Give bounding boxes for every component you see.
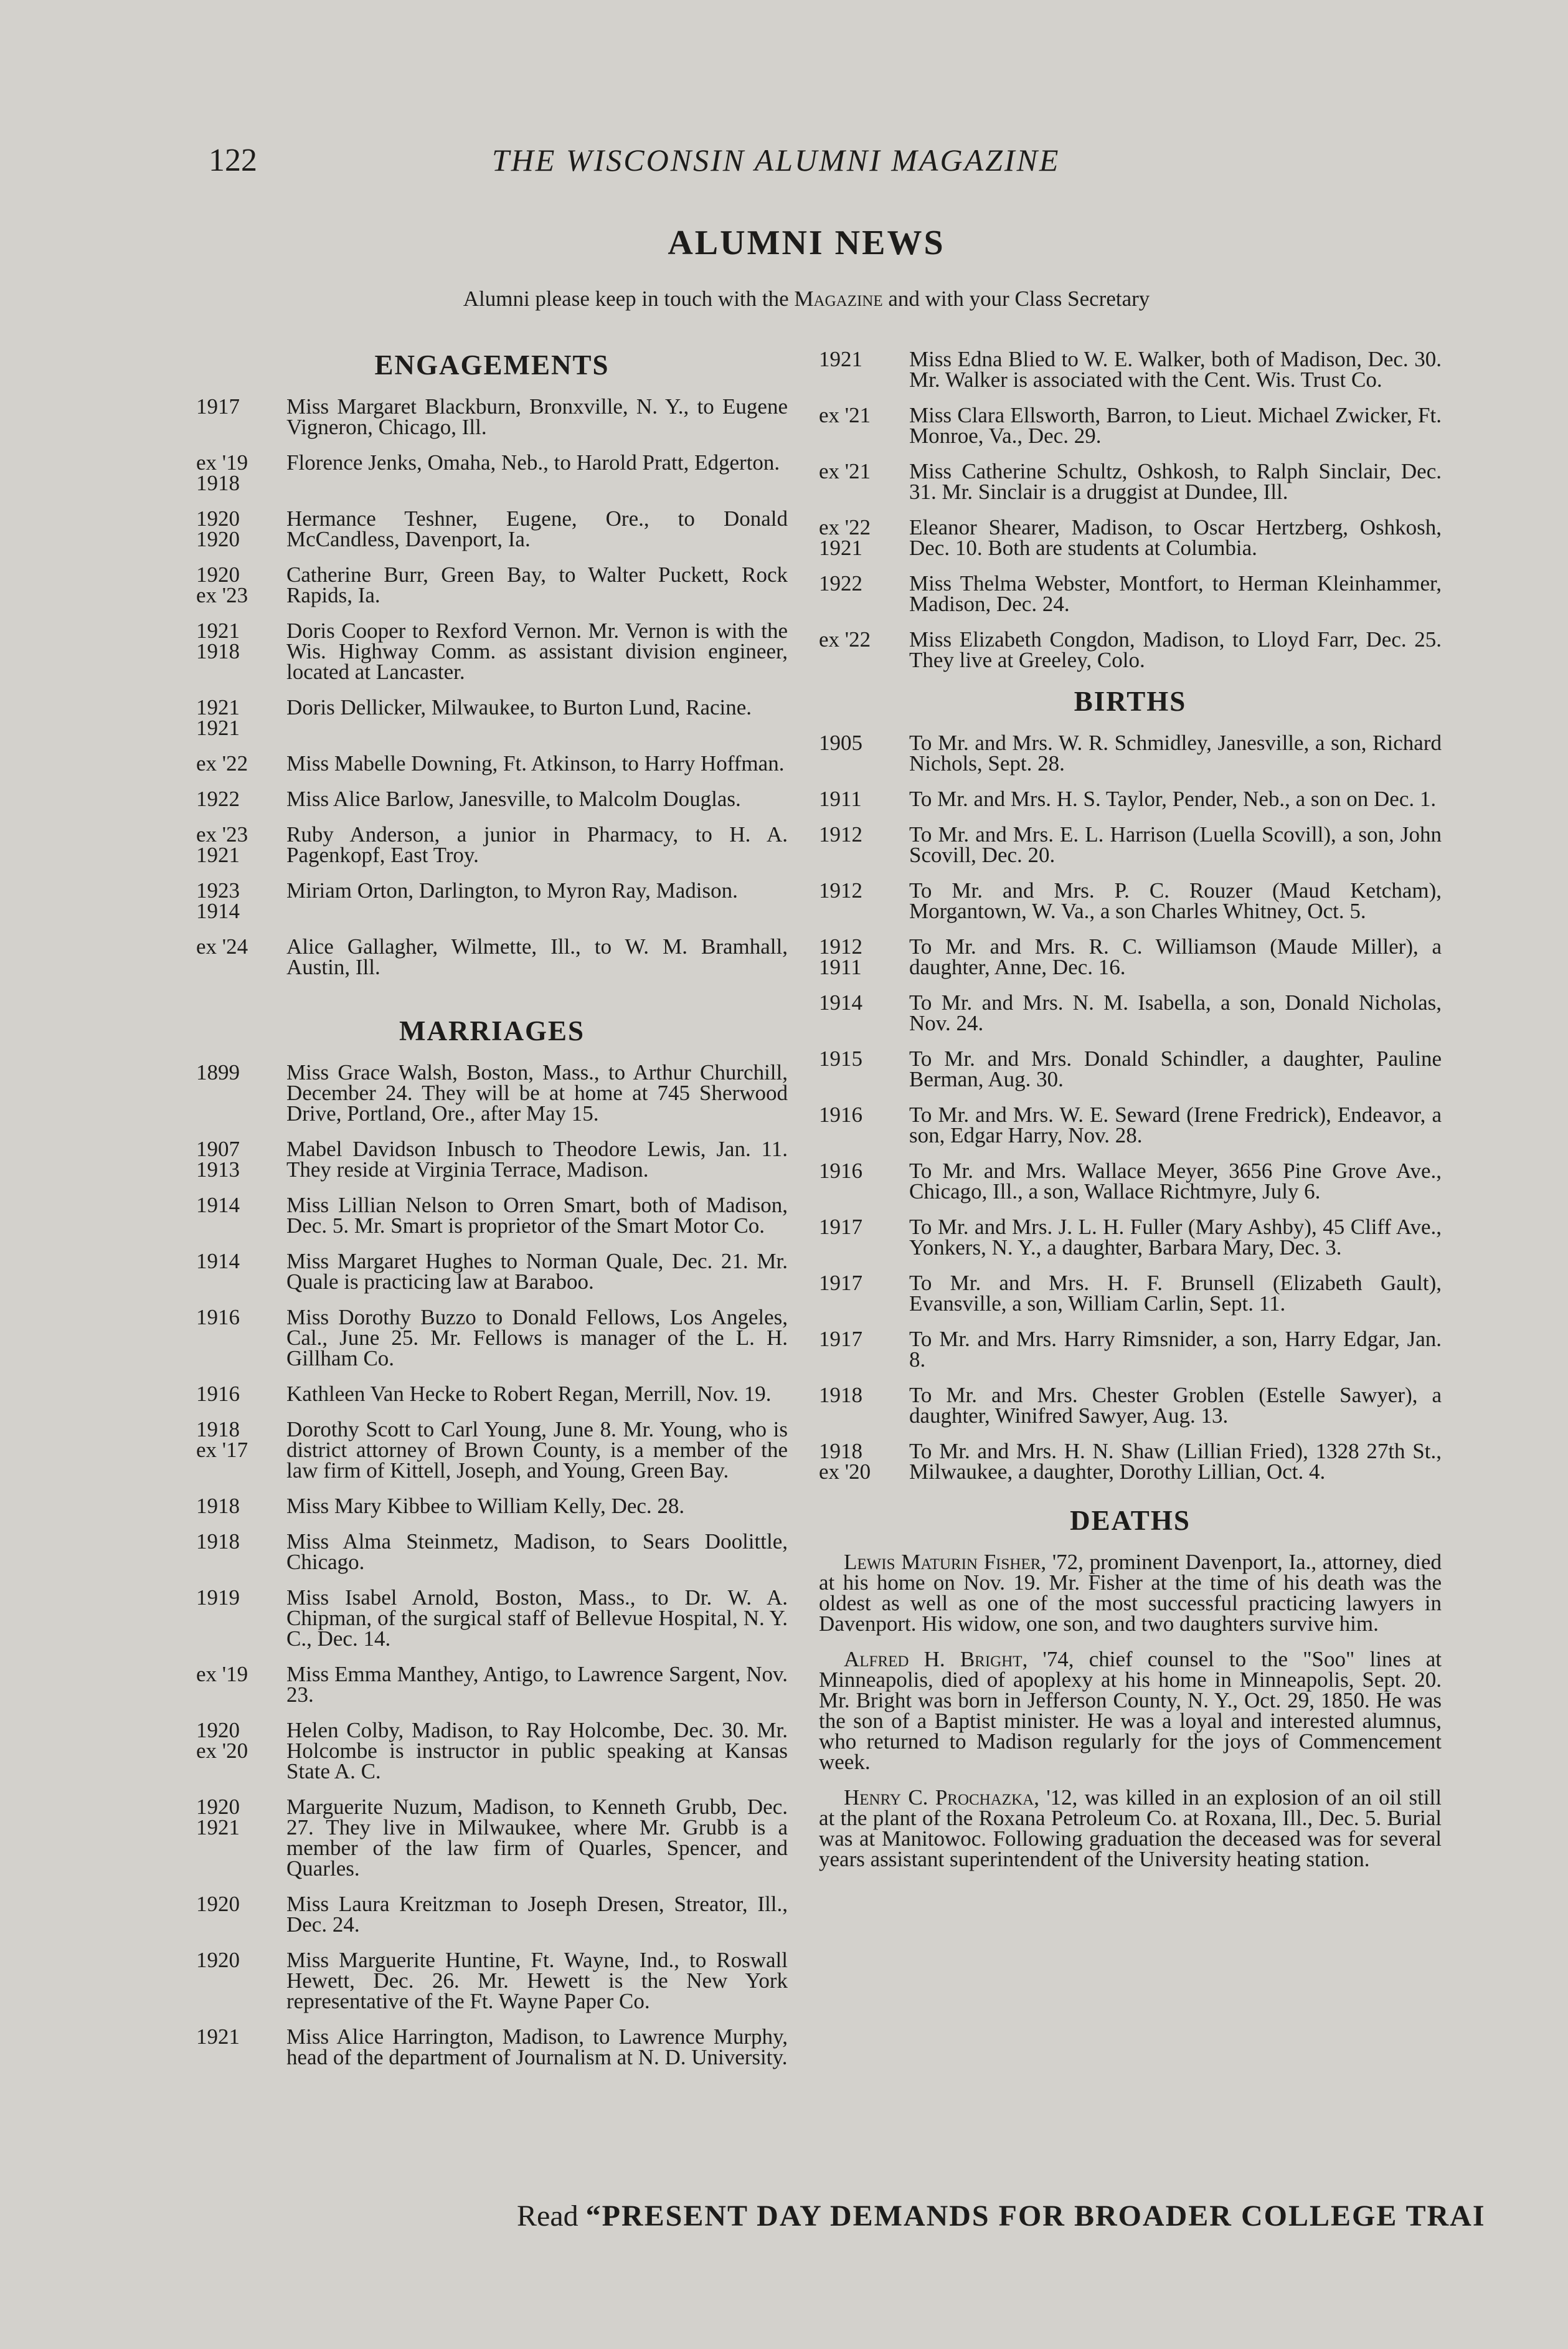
class-year bbox=[196, 1383, 286, 1404]
year-label: 1905 bbox=[819, 731, 862, 755]
year-label: 1918 bbox=[196, 1529, 240, 1554]
subtitle bbox=[0, 287, 1568, 311]
engagements-heading: ENGAGEMENTS bbox=[374, 349, 610, 381]
class-year bbox=[819, 1048, 909, 1089]
year-label: 1899 bbox=[196, 1060, 240, 1084]
entry-text: To Mr. and Mrs. E. L. Harrison (Luella Scovill), a son, John Scovill, Dec. 20. bbox=[909, 822, 1442, 867]
entry-text: Florence Jenks, Omaha, Neb., to Harold Pratt, Edgerton. bbox=[286, 450, 780, 475]
left-column bbox=[196, 349, 788, 2082]
list-item bbox=[196, 1419, 788, 1481]
list-item bbox=[196, 1496, 788, 1516]
list-item bbox=[819, 629, 1442, 670]
subtitle-magazine: Magazine bbox=[794, 287, 883, 311]
year-label: 1917 bbox=[196, 394, 240, 419]
class-year bbox=[819, 1385, 909, 1426]
list-item bbox=[819, 1273, 1442, 1314]
engagements-list bbox=[196, 396, 788, 977]
class-year bbox=[819, 936, 909, 977]
entry-text: To Mr. and Mrs. H. F. Brunsell (Elizabeth Gault), Evansville, a son, William Carlin, Sept. 11. bbox=[909, 1271, 1442, 1316]
list-item bbox=[196, 1307, 788, 1369]
entry-text: Miss Thelma Webster, Montfort, to Herman Kleinhammer, Madison, Dec. 24. bbox=[909, 571, 1442, 616]
year-label: ex '22 bbox=[819, 627, 871, 652]
entry-text: Miss Emma Manthey, Antigo, to Lawrence Sargent, Nov. 23. bbox=[286, 1662, 788, 1707]
entry-text: To Mr. and Mrs. Harry Rimsnider, a son, Harry Edgar, Jan. 8. bbox=[909, 1327, 1442, 1372]
class-year bbox=[819, 1273, 909, 1314]
deaths-heading: DEATHS bbox=[1070, 1505, 1191, 1536]
year-label: 1921 bbox=[196, 2024, 240, 2049]
entry-text: Doris Cooper to Rexford Vernon. Mr. Vernon is with the Wis. Highway Comm. as assistant division engineer, located at Lancaster. bbox=[286, 619, 788, 684]
entry-text: Miss Lillian Nelson to Orren Smart, both of Madison, Dec. 5. Mr. Smart is proprietor of the Smart Motor Co. bbox=[286, 1193, 788, 1238]
list-item bbox=[819, 517, 1442, 558]
entry-text: Miss Elizabeth Congdon, Madison, to Lloyd Farr, Dec. 25. They live at Greeley, Colo. bbox=[909, 627, 1442, 672]
entry-text: To Mr. and Mrs. Chester Groblen (Estelle Sawyer), a daughter, Winifred Sawyer, Aug. 13. bbox=[909, 1383, 1442, 1428]
list-item bbox=[196, 1383, 788, 1404]
entry-text: To Mr. and Mrs. N. M. Isabella, a son, Donald Nicholas, Nov. 24. bbox=[909, 990, 1442, 1035]
deaths-section bbox=[819, 1504, 1442, 1869]
class-year bbox=[196, 508, 286, 549]
year-label: 1920 bbox=[196, 1795, 240, 1819]
list-item bbox=[196, 2026, 788, 2067]
entry-text: Dorothy Scott to Carl Young, June 8. Mr. Young, who is district attorney of Brown County, is a member of the law firm of Kittell, Joseph, and Young, Green Bay. bbox=[286, 1417, 788, 1483]
class-year bbox=[196, 1195, 286, 1236]
list-item bbox=[196, 1796, 788, 1879]
class-year bbox=[819, 461, 909, 502]
entry-text: To Mr. and Mrs. Wallace Meyer, 3656 Pine Grove Ave., Chicago, Ill., a son, Wallace Richtmyre, July 6. bbox=[909, 1159, 1442, 1203]
magazine-title: THE WISCONSIN ALUMNI MAGAZINE bbox=[492, 143, 1060, 178]
class-year bbox=[196, 1419, 286, 1481]
year-label: 1917 bbox=[819, 1327, 862, 1351]
page-title: ALUMNI NEWS bbox=[668, 224, 945, 262]
class-year bbox=[196, 620, 286, 682]
list-item bbox=[196, 824, 788, 865]
entry-text: Alice Gallagher, Wilmette, Ill., to W. M. Bramhall, Austin, Ill. bbox=[286, 934, 788, 979]
year-label: ex '23 bbox=[196, 583, 248, 607]
marriages-section bbox=[196, 1015, 788, 2067]
year-label: ex '17 bbox=[196, 1438, 248, 1462]
entry-text: Miss Grace Walsh, Boston, Mass., to Arthur Churchill, December 24. They will be at home at 745 Sherwood Drive, Portland, Ore., after May 15. bbox=[286, 1060, 788, 1126]
entry-text: Miss Margaret Hughes to Norman Quale, Dec. 21. Mr. Quale is practicing law at Baraboo. bbox=[286, 1249, 788, 1294]
year-label: 1917 bbox=[819, 1215, 862, 1239]
class-year bbox=[196, 1251, 286, 1292]
year-label: ex '23 bbox=[196, 822, 248, 847]
list-item bbox=[819, 880, 1442, 921]
deceased-name: Lewis Maturin Fisher bbox=[844, 1550, 1041, 1574]
class-year bbox=[196, 2026, 286, 2067]
year-label: 1914 bbox=[819, 990, 862, 1015]
year-label: ex '19 bbox=[196, 450, 248, 475]
list-item bbox=[196, 1062, 788, 1124]
class-year bbox=[819, 824, 909, 865]
list-item bbox=[819, 824, 1442, 865]
class-year bbox=[819, 1104, 909, 1146]
list-item bbox=[819, 1217, 1442, 1258]
entry-text: To Mr. and Mrs. H. S. Taylor, Pender, Neb., a son on Dec. 1. bbox=[909, 787, 1437, 811]
class-year bbox=[196, 396, 286, 437]
entry-text: To Mr. and Mrs. W. E. Seward (Irene Fredrick), Endeavor, a son, Edgar Harry, Nov. 28. bbox=[909, 1103, 1442, 1147]
list-item bbox=[196, 753, 788, 774]
class-year bbox=[819, 629, 909, 670]
list-item bbox=[819, 936, 1442, 977]
list-item bbox=[819, 405, 1442, 446]
year-label: 1920 bbox=[196, 1948, 240, 1972]
class-year bbox=[819, 880, 909, 921]
entry-text: Eleanor Shearer, Madison, to Oscar Hertzberg, Oshkosh, Dec. 10. Both are students at Columbia. bbox=[909, 515, 1442, 560]
entry-text: To Mr. and Mrs. W. R. Schmidley, Janesville, a son, Richard Nichols, Sept. 28. bbox=[909, 731, 1442, 776]
entry-text: Miriam Orton, Darlington, to Myron Ray, Madison. bbox=[286, 878, 738, 903]
year-label: 1923 bbox=[196, 878, 240, 903]
list-item bbox=[819, 461, 1442, 502]
subtitle-after: and with your Class Secretary bbox=[882, 287, 1150, 311]
marriages-list-left bbox=[196, 1062, 788, 2067]
entry-text: To Mr. and Mrs. Donald Schindler, a daughter, Pauline Berman, Aug. 30. bbox=[909, 1046, 1442, 1091]
year-label: 1920 bbox=[196, 1892, 240, 1916]
class-year bbox=[196, 1894, 286, 1935]
year-label: 1915 bbox=[819, 1046, 862, 1071]
year-label: 1920 bbox=[196, 527, 240, 551]
entry-text: Miss Marguerite Huntine, Ft. Wayne, Ind., to Roswall Hewett, Dec. 26. Mr. Hewett is the New York representative of the Ft. Wayne Paper Co. bbox=[286, 1948, 788, 2013]
class-year bbox=[819, 405, 909, 446]
class-year bbox=[196, 936, 286, 977]
list-item bbox=[196, 1251, 788, 1292]
year-label: 1912 bbox=[819, 934, 862, 959]
footer-note bbox=[517, 2199, 1486, 2233]
year-label: 1918 bbox=[819, 1439, 862, 1463]
year-label: ex '20 bbox=[819, 1459, 871, 1484]
class-year bbox=[196, 880, 286, 921]
class-year bbox=[819, 573, 909, 614]
entry-text: Miss Alice Barlow, Janesville, to Malcolm Douglas. bbox=[286, 787, 741, 811]
list-item bbox=[196, 697, 788, 738]
year-label: 1911 bbox=[819, 787, 862, 811]
year-label: ex '21 bbox=[819, 403, 871, 427]
entry-text: Miss Isabel Arnold, Boston, Mass., to Dr. W. A. Chipman, of the surgical staff of Bellevue Hospital, N. Y. C., Dec. 14. bbox=[286, 1585, 788, 1651]
class-year bbox=[819, 789, 909, 809]
entry-text: Ruby Anderson, a junior in Pharmacy, to H. A. Pagenkopf, East Troy. bbox=[286, 822, 788, 867]
deceased-name: Alfred H. Bright bbox=[844, 1647, 1023, 1671]
list-item bbox=[819, 1048, 1442, 1089]
class-year bbox=[196, 564, 286, 605]
class-year bbox=[196, 697, 286, 738]
births-section bbox=[819, 685, 1442, 1482]
list-item bbox=[196, 1720, 788, 1782]
year-label: ex '22 bbox=[819, 515, 871, 539]
class-year bbox=[819, 1217, 909, 1258]
list-item bbox=[196, 620, 788, 682]
year-label: 1921 bbox=[196, 716, 240, 740]
year-label: ex '21 bbox=[819, 459, 871, 483]
obituary bbox=[819, 1787, 1442, 1869]
year-label: 1916 bbox=[819, 1159, 862, 1183]
list-item bbox=[196, 789, 788, 809]
entry-text: To Mr. and Mrs. P. C. Rouzer (Maud Ketcham), Morgantown, W. Va., a son Charles Whitney, Oct. 5. bbox=[909, 878, 1442, 923]
entry-text: Miss Laura Kreitzman to Joseph Dresen, Streator, Ill., Dec. 24. bbox=[286, 1892, 788, 1937]
year-label: 1922 bbox=[196, 787, 240, 811]
year-label: ex '20 bbox=[196, 1739, 248, 1763]
entry-text: Miss Catherine Schultz, Oshkosh, to Ralph Sinclair, Dec. 31. Mr. Sinclair is a druggist at Dundee, Ill. bbox=[909, 459, 1442, 504]
deaths-list bbox=[819, 1552, 1442, 1869]
births-heading: BIRTHS bbox=[1074, 686, 1187, 717]
class-year bbox=[196, 1307, 286, 1369]
class-year bbox=[196, 1496, 286, 1516]
obituary-text: , '72, prominent Davenport, Ia., attorney, died at his home on Nov. 19. Mr. Fisher at the time of his death was the oldest as well as one of the most successful practicing lawyers in Davenport. His widow, one son, and two daughters survive him. bbox=[819, 1550, 1442, 1636]
year-label: 1916 bbox=[196, 1382, 240, 1406]
births-list bbox=[819, 733, 1442, 1482]
list-item bbox=[196, 564, 788, 605]
list-item bbox=[196, 396, 788, 437]
deceased-name: Henry C. Prochazka bbox=[844, 1785, 1034, 1810]
class-year bbox=[819, 733, 909, 774]
class-year bbox=[196, 824, 286, 865]
entry-text: Miss Mabelle Downing, Ft. Atkinson, to Harry Hoffman. bbox=[286, 751, 785, 776]
year-label: 1916 bbox=[196, 1305, 240, 1329]
class-year bbox=[819, 1441, 909, 1482]
entry-text: To Mr. and Mrs. H. N. Shaw (Lillian Fried), 1328 27th St., Milwaukee, a daughter, Dorothy Lillian, Oct. 4. bbox=[909, 1439, 1442, 1484]
year-label: 1921 bbox=[819, 536, 862, 560]
obituary bbox=[819, 1649, 1442, 1772]
year-label: 1912 bbox=[819, 878, 862, 903]
year-label: 1917 bbox=[819, 1271, 862, 1295]
class-year bbox=[196, 1664, 286, 1705]
entry-text: Miss Alice Harrington, Madison, to Lawrence Murphy, head of the department of Journalism at N. D. University. bbox=[286, 2024, 788, 2069]
obituary-text: , '74, chief counsel to the "Soo" lines at Minneapolis, died of apoplexy at his home in Minneapolis, Sept. 20. Mr. Bright was born in Jefferson County, N. Y., Oct. 29, 1850. He was the son of a Baptist minister. He was a loyal and interested alumnus, who returned to Madison regularly for the joys of Commencement week. bbox=[819, 1647, 1442, 1774]
year-label: 1921 bbox=[196, 695, 240, 719]
year-label: 1913 bbox=[196, 1157, 240, 1182]
footer-prefix: Read bbox=[517, 2200, 586, 2233]
entry-text: To Mr. and Mrs. R. C. Williamson (Maude Miller), a daughter, Anne, Dec. 16. bbox=[909, 934, 1442, 979]
year-label: 1918 bbox=[196, 1417, 240, 1441]
list-item bbox=[196, 1950, 788, 2011]
class-year bbox=[196, 452, 286, 493]
year-label: 1916 bbox=[819, 1103, 862, 1127]
entry-text: Miss Dorothy Buzzo to Donald Fellows, Los Angeles, Cal., June 25. Mr. Fellows is manager of the L. H. Gillham Co. bbox=[286, 1305, 788, 1370]
obituary bbox=[819, 1552, 1442, 1634]
list-item bbox=[196, 936, 788, 977]
class-year bbox=[196, 753, 286, 774]
entry-text: To Mr. and Mrs. J. L. H. Fuller (Mary Ashby), 45 Cliff Ave., Yonkers, N. Y., a daughter, Barbara Mary, Dec. 3. bbox=[909, 1215, 1442, 1260]
list-item bbox=[819, 992, 1442, 1033]
class-year bbox=[196, 1796, 286, 1879]
entry-text: Kathleen Van Hecke to Robert Regan, Merrill, Nov. 19. bbox=[286, 1382, 772, 1406]
list-item bbox=[819, 1385, 1442, 1426]
list-item bbox=[196, 1139, 788, 1180]
class-year bbox=[196, 1139, 286, 1180]
marriages-list-right bbox=[819, 349, 1442, 670]
list-item bbox=[196, 508, 788, 549]
entry-text: Catherine Burr, Green Bay, to Walter Puckett, Rock Rapids, Ia. bbox=[286, 562, 788, 607]
year-label: ex '24 bbox=[196, 934, 248, 959]
list-item bbox=[819, 349, 1442, 390]
entry-text: Miss Edna Blied to W. E. Walker, both of Madison, Dec. 30. Mr. Walker is associated with the Cent. Wis. Trust Co. bbox=[909, 347, 1442, 392]
year-label: 1918 bbox=[196, 1494, 240, 1518]
year-label: ex '19 bbox=[196, 1662, 248, 1686]
list-item bbox=[819, 733, 1442, 774]
year-label: 1921 bbox=[196, 1815, 240, 1839]
year-label: 1920 bbox=[196, 562, 240, 587]
class-year bbox=[196, 789, 286, 809]
footer-text: “PRESENT DAY DEMANDS FOR BROADER COLLEGE TRAI bbox=[585, 2200, 1486, 2233]
year-label: 1907 bbox=[196, 1137, 240, 1161]
year-label: 1914 bbox=[196, 1249, 240, 1273]
entry-text: Hermance Teshner, Eugene, Ore., to Donald McCandless, Davenport, Ia. bbox=[286, 506, 788, 551]
right-column bbox=[819, 349, 1442, 1884]
year-label: 1918 bbox=[819, 1383, 862, 1407]
entry-text: Marguerite Nuzum, Madison, to Kenneth Grubb, Dec. 27. They live in Milwaukee, where Mr. Grubb is a member of the law firm of Quarles, Spencer, and Quarles. bbox=[286, 1795, 788, 1881]
year-label: 1921 bbox=[196, 619, 240, 643]
list-item bbox=[196, 1587, 788, 1649]
class-year bbox=[196, 1062, 286, 1124]
entry-text: Miss Clara Ellsworth, Barron, to Lieut. Michael Zwicker, Ft. Monroe, Va., Dec. 29. bbox=[909, 403, 1442, 448]
page-number: 122 bbox=[209, 143, 257, 178]
year-label: 1914 bbox=[196, 899, 240, 923]
entry-text: Doris Dellicker, Milwaukee, to Burton Lund, Racine. bbox=[286, 695, 752, 719]
list-item bbox=[196, 880, 788, 921]
list-item bbox=[196, 1894, 788, 1935]
class-year bbox=[819, 1329, 909, 1370]
class-year bbox=[196, 1531, 286, 1572]
year-label: 1921 bbox=[196, 843, 240, 867]
list-item bbox=[819, 1441, 1442, 1482]
list-item bbox=[819, 1160, 1442, 1202]
list-item bbox=[819, 1329, 1442, 1370]
list-item bbox=[196, 1195, 788, 1236]
list-item bbox=[819, 1104, 1442, 1146]
year-label: 1920 bbox=[196, 1718, 240, 1742]
entry-text: Miss Mary Kibbee to William Kelly, Dec. 28. bbox=[286, 1494, 685, 1518]
list-item bbox=[196, 1664, 788, 1705]
list-item bbox=[196, 1531, 788, 1572]
entry-text: Helen Colby, Madison, to Ray Holcombe, Dec. 30. Mr. Holcombe is instructor in public speaking at Kansas State A. C. bbox=[286, 1718, 788, 1783]
year-label: 1919 bbox=[196, 1585, 240, 1610]
class-year bbox=[819, 992, 909, 1033]
list-item bbox=[196, 452, 788, 493]
year-label: 1922 bbox=[819, 571, 862, 596]
entry-text: Mabel Davidson Inbusch to Theodore Lewis, Jan. 11. They reside at Virginia Terrace, Madison. bbox=[286, 1137, 788, 1182]
class-year bbox=[196, 1587, 286, 1649]
list-item bbox=[819, 789, 1442, 809]
year-label: 1918 bbox=[196, 471, 240, 495]
class-year bbox=[196, 1950, 286, 2011]
list-item bbox=[819, 573, 1442, 614]
year-label: 1911 bbox=[819, 955, 862, 979]
year-label: 1920 bbox=[196, 506, 240, 531]
marriages-heading: MARRIAGES bbox=[399, 1015, 585, 1046]
year-label: 1921 bbox=[819, 347, 862, 371]
year-label: ex '22 bbox=[196, 751, 248, 776]
engagements-section bbox=[196, 349, 788, 977]
year-label: 1914 bbox=[196, 1193, 240, 1217]
class-year bbox=[819, 1160, 909, 1202]
class-year bbox=[819, 349, 909, 390]
subtitle-before: Alumni please keep in touch with the bbox=[463, 287, 795, 311]
entry-text: Miss Alma Steinmetz, Madison, to Sears Doolittle, Chicago. bbox=[286, 1529, 788, 1574]
year-label: 1918 bbox=[196, 639, 240, 663]
class-year bbox=[819, 517, 909, 558]
entry-text: Miss Margaret Blackburn, Bronxville, N. Y., to Eugene Vigneron, Chicago, Ill. bbox=[286, 394, 788, 439]
obituary-text: , '12, was killed in an explosion of an oil still at the plant of the Roxana Petroleum Co. at Roxana, Ill., Dec. 5. Burial was at Manitowoc. Following graduation the deceased was for several years assistant superintendent of the University heating station. bbox=[819, 1785, 1442, 1871]
class-year bbox=[196, 1720, 286, 1782]
year-label: 1912 bbox=[819, 822, 862, 847]
